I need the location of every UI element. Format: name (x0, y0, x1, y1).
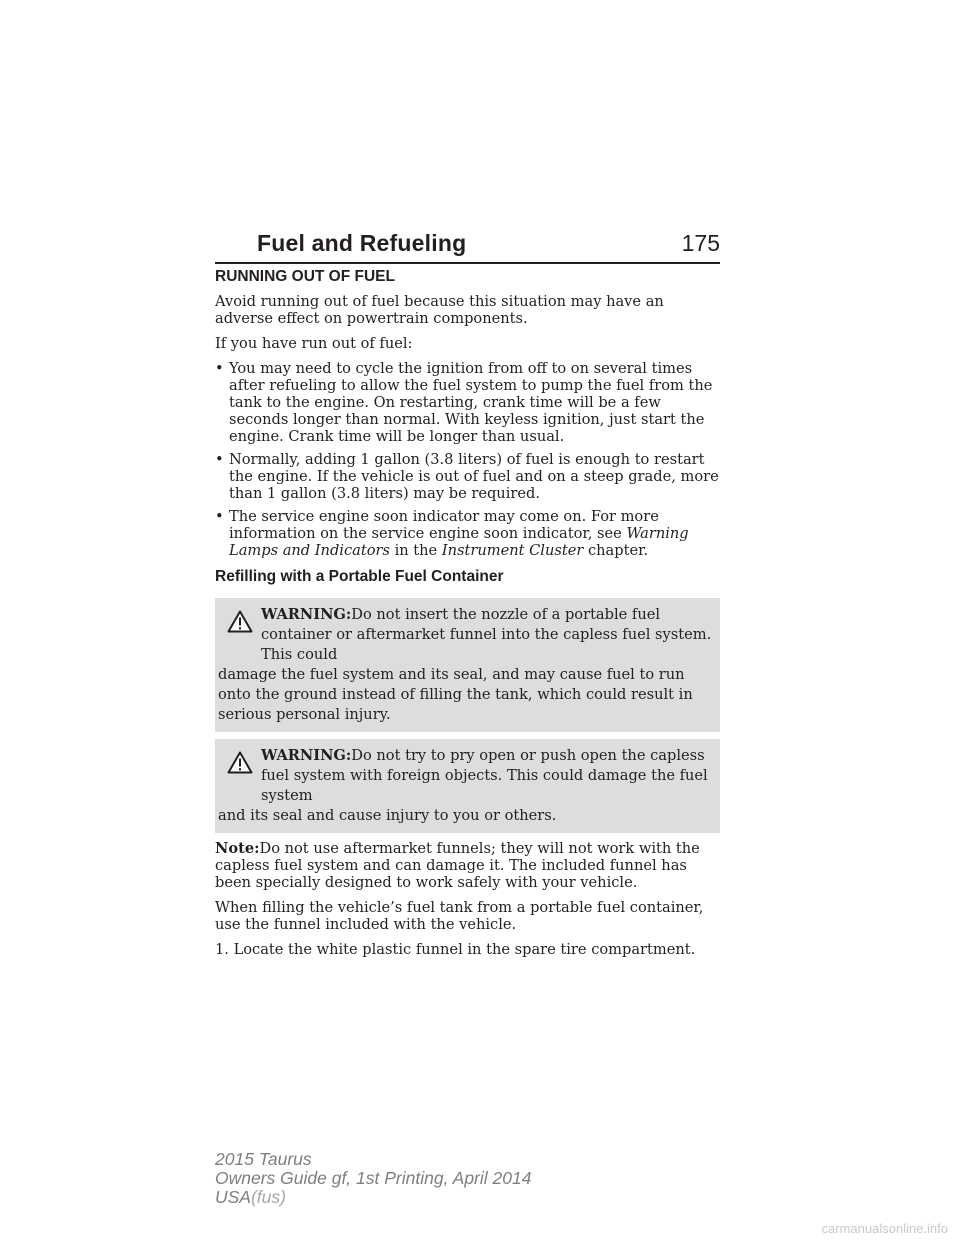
footer-model: 2015 Taurus (215, 1149, 312, 1169)
list-item-text: The service engine soon indicator may come on. For more information on the service engine soon indicator, see (229, 508, 659, 542)
warning-body: and its seal and cause injury to you or others. (218, 807, 557, 824)
list-item (215, 451, 720, 502)
step-item: 1. Locate the white plastic funnel in the spare tire compartment. (215, 941, 696, 958)
list-item-text: in the (389, 542, 442, 559)
list-item (215, 508, 720, 559)
page-body (215, 268, 720, 966)
list-item (215, 360, 720, 445)
warning-body: damage the fuel system and its seal, and may cause fuel to run onto the ground instead of filling the tank, which could result in serious personal injury. (218, 666, 693, 723)
print-footer (215, 1150, 531, 1207)
page-header (215, 230, 720, 264)
section-intro: Avoid running out of fuel because this situation may have an adverse effect on powertrain components. (215, 293, 664, 327)
warning-box (215, 598, 720, 732)
warning-body: Do not try to pry open or push open the capless fuel system with foreign objects. This could damage the fuel system (261, 747, 708, 804)
warning-text (218, 605, 716, 665)
warning-triangle-icon (227, 610, 253, 633)
footer-market: USA(fus) (215, 1187, 286, 1207)
cross-reference: Instrument Cluster (441, 542, 584, 559)
section-heading: RUNNING OUT OF FUEL (215, 268, 395, 285)
warning-body: Do not insert the nozzle of a portable fuel container or aftermarket funnel into the capless fuel system. This could (261, 606, 712, 663)
list-item-text: You may need to cycle the ignition from off to on several times after refueling to allow the fuel system to pump the fuel from the tank to the engine. On restarting, crank time will be a few seconds longer than normal. With keyless ignition, just start the engine. Crank time will be longer than usual. (229, 360, 713, 445)
watermark: carmanualsonline.info (821, 1221, 948, 1236)
bullet-icon: • (215, 360, 224, 377)
warning-box (215, 739, 720, 833)
warning-triangle-icon (227, 751, 253, 774)
warning-text (218, 746, 716, 806)
cross-reference: Warning Lamps and Indicators (229, 525, 689, 559)
warning-label: WARNING: (261, 747, 352, 764)
bullet-icon: • (215, 451, 224, 468)
list-item-text: chapter. (583, 542, 649, 559)
note (215, 840, 720, 891)
note-text: Do not use aftermarket funnels; they will not work with the capless fuel system and can damage it. The included funnel has been specially designed to work safely with your vehicle. (215, 840, 700, 891)
list-item-text: Normally, adding 1 gallon (3.8 liters) of fuel is enough to restart the engine. If the vehicle is out of fuel and on a steep grade, more than 1 gallon (3.8 liters) may be required. (229, 451, 719, 502)
note-label: Note: (215, 840, 260, 857)
page-number: 175 (681, 230, 720, 256)
paragraph: When filling the vehicle’s fuel tank from a portable fuel container, use the funnel included with the vehicle. (215, 899, 704, 933)
footer-edition: Owners Guide gf, 1st Printing, April 2014 (215, 1168, 532, 1188)
chapter-title: Fuel and Refueling (257, 230, 467, 256)
section-lead: If you have run out of fuel: (215, 335, 413, 352)
warning-label: WARNING: (261, 606, 352, 623)
bullet-list (215, 360, 720, 559)
bullet-icon: • (215, 508, 224, 525)
footer-market-code: (fus) (250, 1187, 286, 1207)
subsection-heading: Refilling with a Portable Fuel Container (215, 568, 504, 585)
